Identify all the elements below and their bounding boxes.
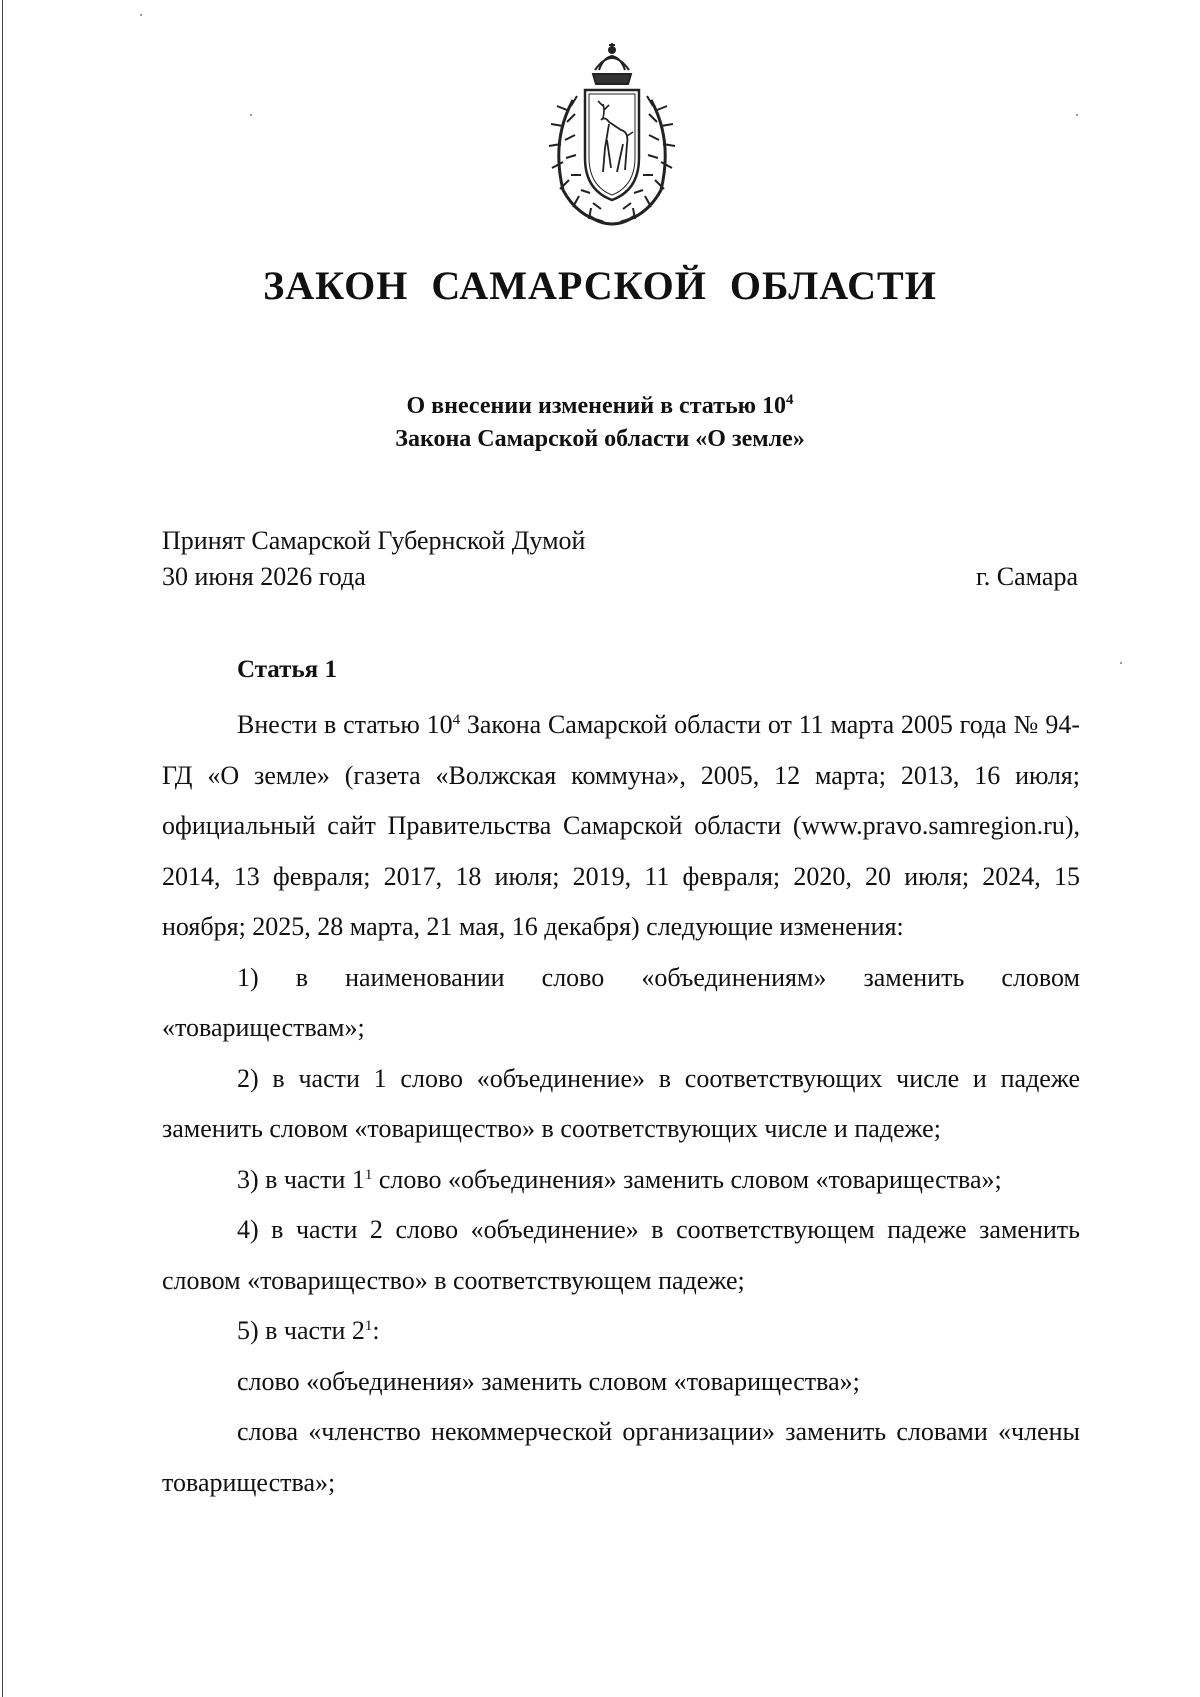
list-item-5 <box>162 1306 1080 1357</box>
list-item-2: 2) в части 1 слово «объединение» в соответствующих числе и падеже заменить словом «товарищество» в соответствующих числе и падеже; <box>162 1063 1080 1143</box>
adopted-date: 30 июня 2026 года <box>162 562 366 591</box>
page-left-edge <box>2 0 3 1697</box>
intro-text-start: Внести в статью 10 <box>237 710 453 739</box>
subtitle-line-1 <box>0 390 1200 423</box>
article-intro-paragraph <box>162 700 1080 953</box>
subtitle-line-2: Закона Самарской области «О земле» <box>395 426 805 452</box>
list-item-3 <box>162 1155 1080 1206</box>
list-item-4: 4) в части 2 слово «объединение» в соответствующем падеже заменить словом «товарищество» в соответствующем падеже; <box>162 1215 1080 1295</box>
coat-of-arms-icon <box>533 40 691 230</box>
adoption-info <box>162 523 585 595</box>
scan-speck <box>140 14 142 16</box>
scan-speck <box>1076 114 1078 116</box>
item-3-text-start: 3) в части 1 <box>237 1164 365 1194</box>
list-item-1: 1) в наименовании слово «объединениям» заменить словом «товариществам»; <box>162 962 1080 1042</box>
item-5-superscript: 1 <box>364 1318 373 1334</box>
document-subtitle <box>0 390 1200 456</box>
scan-speck <box>250 114 252 116</box>
adopted-by: Принят Самарской Губернской Думой <box>162 526 586 555</box>
article-heading: Статья 1 <box>237 656 337 683</box>
document-title: ЗАКОН САМАРСКОЙ ОБЛАСТИ <box>263 263 937 308</box>
list-item-5-line-2: слова «членство некоммерческой организации» заменить словами «члены товарищества»; <box>162 1417 1080 1497</box>
scan-speck <box>1120 662 1122 664</box>
article-body <box>162 700 1080 1508</box>
intro-superscript: 4 <box>452 712 461 728</box>
intro-text-rest: Закона Самарской области от 11 марта 2005 года № 94-ГД «О земле» (газета «Волжская коммуна», 2005, 12 марта; 2013, 16 июля; официальный сайт Правительства Самарской области (www.pravo.samregion.ru), 2014, 13 февраля; 2017, 18 июля; 2019, 11 февраля; 2020, 20 июля; 2024, 15 ноября; 2025, 28 марта, 21 мая, 16 декабря) следующие изменения: <box>162 710 1080 941</box>
city: г. Самара <box>976 562 1078 591</box>
item-3-text-rest: слово «объединения» заменить словом «товарищества»; <box>372 1164 1002 1194</box>
subtitle-line-1-text: О внесении изменений в статью 10 <box>406 393 786 419</box>
subtitle-superscript: 4 <box>785 392 794 408</box>
item-5-text-rest: : <box>372 1316 380 1345</box>
list-item-5-line-1: слово «объединения» заменить словом «товарищества»; <box>237 1366 860 1396</box>
item-3-superscript: 1 <box>364 1166 373 1183</box>
item-5-text-start: 5) в части 2 <box>237 1316 365 1345</box>
